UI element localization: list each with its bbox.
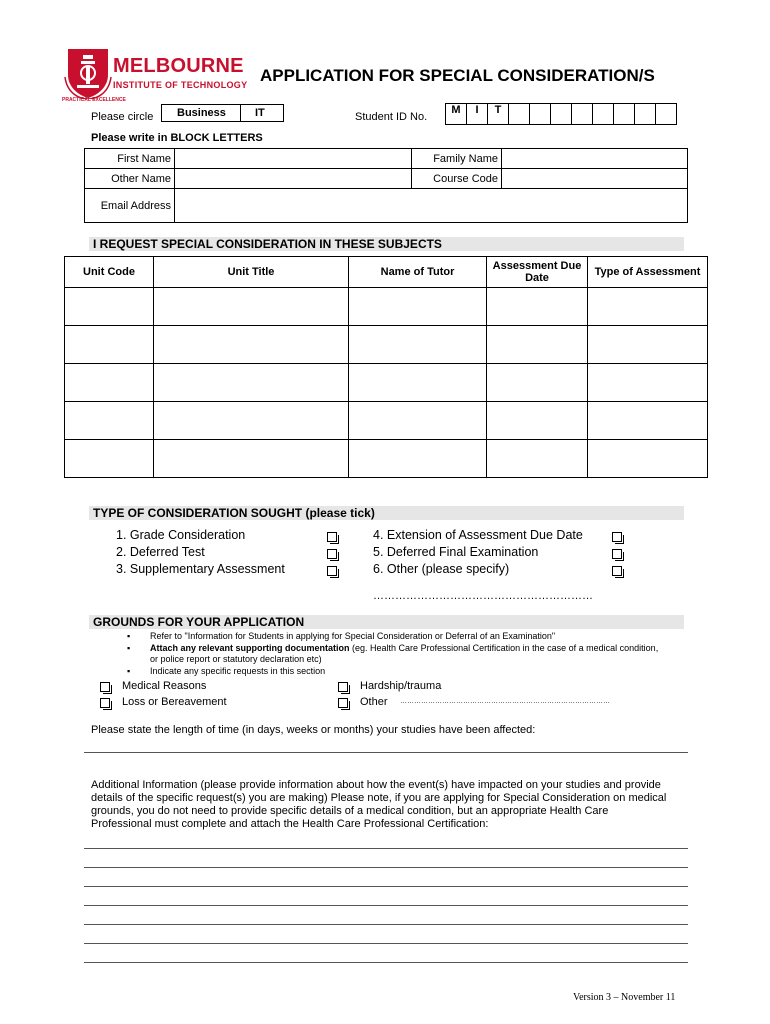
- bullet-indicate: ▪ Indicate any specific requests in this section: [127, 665, 326, 676]
- subject-cell-tutor[interactable]: [349, 440, 487, 478]
- subject-cell-tutor[interactable]: [349, 364, 487, 402]
- checkbox-supplementary[interactable]: [327, 566, 337, 576]
- checkbox-grade-consideration[interactable]: [327, 532, 337, 542]
- checkbox-extension[interactable]: [612, 532, 622, 542]
- family-name-label: Family Name: [412, 149, 502, 169]
- subject-row: [65, 288, 708, 326]
- version-footer: Version 3 – November 11: [573, 992, 676, 1003]
- subject-cell-due-date[interactable]: [487, 364, 588, 402]
- ground-medical: Medical Reasons: [122, 680, 207, 692]
- subject-cell-assessment-type[interactable]: [588, 288, 708, 326]
- checkbox-other[interactable]: [612, 566, 622, 576]
- student-id-box[interactable]: I: [466, 103, 488, 125]
- subject-cell-tutor[interactable]: [349, 326, 487, 364]
- subject-cell-unit-title[interactable]: [154, 440, 349, 478]
- block-letters-note: Please write in BLOCK LETTERS: [91, 132, 263, 144]
- course-code-label: Course Code: [412, 169, 502, 189]
- subject-row: [65, 440, 708, 478]
- subject-cell-unit-title[interactable]: [154, 402, 349, 440]
- logo-subtitle: INSTITUTE OF TECHNOLOGY: [113, 80, 248, 90]
- circle-label: Please circle: [91, 111, 154, 123]
- grounds-bullets: [127, 631, 667, 677]
- checkbox-medical[interactable]: [100, 682, 110, 692]
- additional-info-prompt: Additional Information (please provide information about how the event(s) have impacted on your studies and provide details of the specific request(s) you are making) Please note, if you are applying for Special Consideration on medical grounds, you do not need to provide specific details of a medical condition, but an appropriate Health Care Professional must complete and attach the Health Care Professional Certification:: [91, 779, 667, 830]
- col-due-date: Assessment Due Date: [487, 257, 588, 288]
- bullet-icon: ▪: [127, 631, 131, 641]
- length-prompt: Please state the length of time (in days, weeks or months) your studies have been affected:: [91, 724, 536, 736]
- subject-cell-tutor[interactable]: [349, 288, 487, 326]
- other-specify-line[interactable]: ……………………………………………………: [373, 590, 593, 602]
- consideration-left-list: [116, 527, 285, 578]
- student-id-box[interactable]: [508, 103, 530, 125]
- answer-line[interactable]: [84, 905, 688, 906]
- subject-cell-due-date[interactable]: [487, 288, 588, 326]
- answer-line[interactable]: [84, 867, 688, 868]
- subject-row: [65, 326, 708, 364]
- answer-line[interactable]: [84, 848, 688, 849]
- student-id-box[interactable]: [592, 103, 614, 125]
- subjects-heading: I REQUEST SPECIAL CONSIDERATION IN THESE SUBJECTS: [93, 237, 442, 251]
- first-name-field[interactable]: [175, 149, 412, 169]
- student-id-box[interactable]: [655, 103, 677, 125]
- checkbox-deferred-final[interactable]: [612, 549, 622, 559]
- option-it[interactable]: IT: [240, 104, 284, 122]
- email-field[interactable]: [175, 189, 688, 223]
- option-deferred-final: 5. Deferred Final Examination: [373, 545, 539, 559]
- bullet-attach: ▪ Attach any relevant supporting documentation (eg. Health Care Professional Certification in the case of a medical condition, or police report or statutory declaration etc): [127, 642, 659, 664]
- subject-cell-assessment-type[interactable]: [588, 402, 708, 440]
- length-answer-line[interactable]: [84, 752, 688, 753]
- first-name-label: First Name: [85, 149, 175, 169]
- subject-cell-assessment-type[interactable]: [588, 440, 708, 478]
- bullet-icon: ▪: [127, 665, 131, 676]
- subject-cell-unit-code[interactable]: [65, 326, 154, 364]
- logo-name: MELBOURNE: [113, 55, 244, 77]
- subject-cell-due-date[interactable]: [487, 326, 588, 364]
- ground-other-line[interactable]: ………………………………………………………………………………: [400, 698, 610, 705]
- subject-cell-unit-code[interactable]: [65, 440, 154, 478]
- subject-cell-due-date[interactable]: [487, 402, 588, 440]
- checkbox-hardship[interactable]: [338, 682, 348, 692]
- answer-line[interactable]: [84, 943, 688, 944]
- checkbox-deferred-test[interactable]: [327, 549, 337, 559]
- logo-motto: PRACTICAL EXCELLENCE: [62, 97, 126, 103]
- option-other: 6. Other (please specify): [373, 562, 510, 576]
- option-grade-consideration: 1. Grade Consideration: [116, 528, 246, 542]
- subject-cell-unit-code[interactable]: [65, 402, 154, 440]
- page-title: APPLICATION FOR SPECIAL CONSIDERATION/S: [260, 66, 655, 85]
- student-id-box[interactable]: [613, 103, 635, 125]
- student-id-box[interactable]: M: [445, 103, 467, 125]
- family-name-field[interactable]: [502, 149, 688, 169]
- subject-row: [65, 402, 708, 440]
- subject-cell-unit-title[interactable]: [154, 326, 349, 364]
- subject-cell-unit-code[interactable]: [65, 364, 154, 402]
- checkbox-loss[interactable]: [100, 698, 110, 708]
- option-business[interactable]: Business: [161, 104, 241, 122]
- subjects-table: [64, 256, 708, 478]
- answer-line[interactable]: [84, 962, 688, 963]
- option-extension: 4. Extension of Assessment Due Date: [373, 528, 583, 542]
- subject-cell-assessment-type[interactable]: [588, 326, 708, 364]
- ground-hardship: Hardship/trauma: [360, 680, 442, 692]
- student-id-label: Student ID No.: [355, 111, 428, 123]
- subject-cell-assessment-type[interactable]: [588, 364, 708, 402]
- student-id-box[interactable]: T: [487, 103, 509, 125]
- grounds-heading: GROUNDS FOR YOUR APPLICATION: [93, 615, 305, 629]
- ground-other: Other: [360, 696, 388, 708]
- col-tutor: Name of Tutor: [349, 257, 487, 288]
- student-id-box[interactable]: [571, 103, 593, 125]
- subject-cell-unit-title[interactable]: [154, 288, 349, 326]
- consideration-heading: TYPE OF CONSIDERATION SOUGHT (please tick): [93, 506, 375, 520]
- ground-loss: Loss or Bereavement: [122, 696, 227, 708]
- subject-row: [65, 364, 708, 402]
- other-name-label: Other Name: [85, 169, 175, 189]
- student-id-box[interactable]: [550, 103, 572, 125]
- personal-details-table: [84, 148, 688, 223]
- student-id-box[interactable]: [529, 103, 551, 125]
- student-id-boxes[interactable]: [445, 103, 677, 125]
- email-label: Email Address: [85, 189, 175, 223]
- subject-cell-unit-title[interactable]: [154, 364, 349, 402]
- bullet-refer: ▪ Refer to "Information for Students in applying for Special Consideration or Deferral of an Examination": [127, 631, 556, 641]
- subject-cell-tutor[interactable]: [349, 402, 487, 440]
- option-deferred-test: 2. Deferred Test: [116, 545, 205, 559]
- subject-cell-unit-code[interactable]: [65, 288, 154, 326]
- option-supplementary: 3. Supplementary Assessment: [116, 562, 285, 576]
- col-unit-code: Unit Code: [65, 257, 154, 288]
- course-code-field[interactable]: [502, 169, 688, 189]
- bullet-icon: ▪: [127, 642, 131, 653]
- answer-line[interactable]: [84, 924, 688, 925]
- consideration-right-list: [373, 527, 583, 578]
- answer-line[interactable]: [84, 886, 688, 887]
- shield-logo-icon: [63, 47, 113, 99]
- col-unit-title: Unit Title: [154, 257, 349, 288]
- other-name-field[interactable]: [175, 169, 412, 189]
- col-assessment-type: Type of Assessment: [588, 257, 708, 288]
- student-id-box[interactable]: [634, 103, 656, 125]
- subject-cell-due-date[interactable]: [487, 440, 588, 478]
- checkbox-ground-other[interactable]: [338, 698, 348, 708]
